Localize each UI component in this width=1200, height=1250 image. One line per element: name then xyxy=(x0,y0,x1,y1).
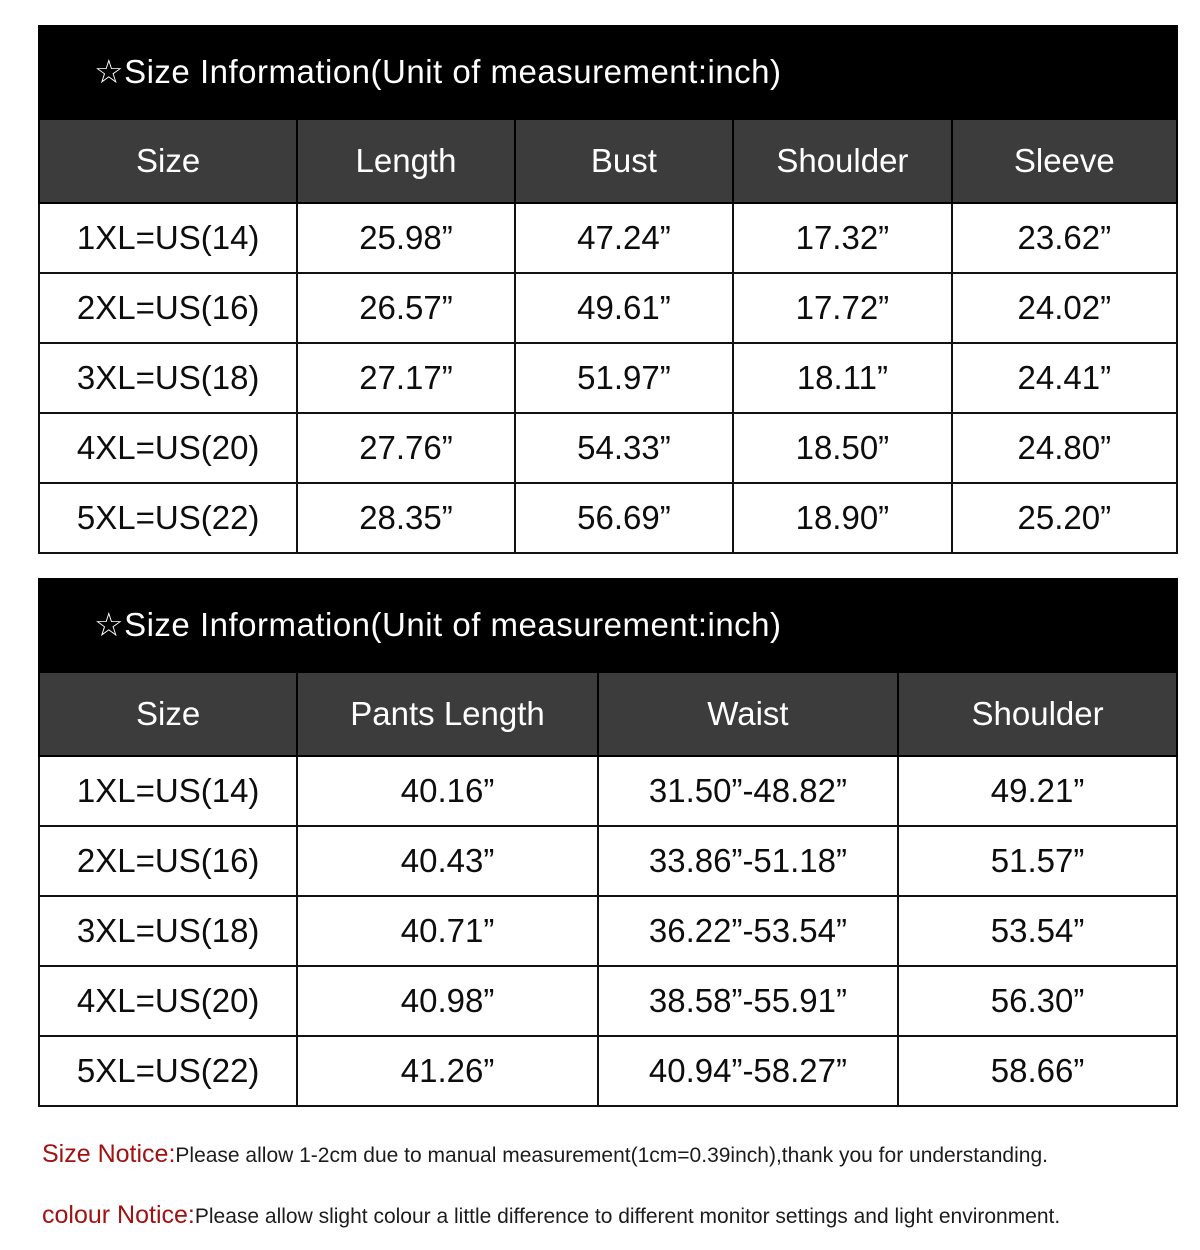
header-row xyxy=(39,672,1177,756)
table-cell: 40.71” xyxy=(297,896,597,966)
table-cell: 54.33” xyxy=(515,413,733,483)
table-cell: 51.97” xyxy=(515,343,733,413)
table-row xyxy=(39,343,1177,413)
table-cell: 49.21” xyxy=(898,756,1177,826)
table-cell: 56.69” xyxy=(515,483,733,553)
column-header: Length xyxy=(297,119,514,203)
size-table-top xyxy=(38,118,1178,554)
table-cell: 40.16” xyxy=(297,756,597,826)
table-cell: 27.76” xyxy=(297,413,514,483)
size-notice-label: Size Notice: xyxy=(42,1140,176,1168)
table-row xyxy=(39,483,1177,553)
column-header: Shoulder xyxy=(733,119,951,203)
table-cell: 31.50”-48.82” xyxy=(598,756,898,826)
table-cell: 58.66” xyxy=(898,1036,1177,1106)
colour-notice-label: colour Notice: xyxy=(42,1201,195,1229)
table-cell: 2XL=US(16) xyxy=(39,826,297,896)
table-cell: 36.22”-53.54” xyxy=(598,896,898,966)
table-row xyxy=(39,826,1177,896)
column-header: Bust xyxy=(515,119,733,203)
header-row xyxy=(39,119,1177,203)
table-cell: 5XL=US(22) xyxy=(39,1036,297,1106)
size-information-title-top xyxy=(38,25,1178,118)
size-table-block-bottom xyxy=(38,578,1178,1107)
table-cell: 5XL=US(22) xyxy=(39,483,297,553)
table-cell: 40.94”-58.27” xyxy=(598,1036,898,1106)
table-cell: 2XL=US(16) xyxy=(39,273,297,343)
column-header: Size xyxy=(39,119,297,203)
size-notice-line xyxy=(42,1137,1178,1175)
table-cell: 40.98” xyxy=(297,966,597,1036)
table-cell: 25.20” xyxy=(952,483,1177,553)
column-header: Sleeve xyxy=(952,119,1177,203)
table-cell: 41.26” xyxy=(297,1036,597,1106)
table-gap xyxy=(38,554,1178,578)
table-cell: 51.57” xyxy=(898,826,1177,896)
column-header: Waist xyxy=(598,672,898,756)
table-cell: 26.57” xyxy=(297,273,514,343)
table-row xyxy=(39,1036,1177,1106)
size-table-block-top xyxy=(38,25,1178,554)
table-row xyxy=(39,966,1177,1036)
table-cell: 3XL=US(18) xyxy=(39,343,297,413)
size-table-bottom xyxy=(38,671,1178,1107)
table-cell: 18.11” xyxy=(733,343,951,413)
table-cell: 47.24” xyxy=(515,203,733,273)
column-header: Pants Length xyxy=(297,672,597,756)
table-row xyxy=(39,896,1177,966)
table-cell: 18.90” xyxy=(733,483,951,553)
table-cell: 24.80” xyxy=(952,413,1177,483)
table-cell: 17.32” xyxy=(733,203,951,273)
table-cell: 25.98” xyxy=(297,203,514,273)
table-cell: 24.02” xyxy=(952,273,1177,343)
size-notice-text: Please allow 1-2cm due to manual measurement(1cm=0.39inch),thank you for understanding. xyxy=(175,1144,1048,1167)
table-cell: 1XL=US(14) xyxy=(39,756,297,826)
column-header: Shoulder xyxy=(898,672,1177,756)
colour-notice-line xyxy=(42,1198,1178,1236)
table-cell: 28.35” xyxy=(297,483,514,553)
table-cell: 17.72” xyxy=(733,273,951,343)
table-cell: 4XL=US(20) xyxy=(39,966,297,1036)
table-row xyxy=(39,273,1177,343)
table-cell: 53.54” xyxy=(898,896,1177,966)
table-cell: 40.43” xyxy=(297,826,597,896)
colour-notice-text: Please allow slight colour a little difference to different monitor settings and light environment. xyxy=(194,1205,1061,1228)
table-cell: 49.61” xyxy=(515,273,733,343)
table-cell: 18.50” xyxy=(733,413,951,483)
table-cell: 4XL=US(20) xyxy=(39,413,297,483)
size-information-title-text: ☆Size Information(Unit of measurement:inch) xyxy=(94,606,782,643)
table-cell: 38.58”-55.91” xyxy=(598,966,898,1036)
table-row xyxy=(39,756,1177,826)
table-row xyxy=(39,203,1177,273)
column-header: Size xyxy=(39,672,297,756)
table-cell: 24.41” xyxy=(952,343,1177,413)
notices-section xyxy=(38,1137,1178,1236)
table-cell: 56.30” xyxy=(898,966,1177,1036)
table-cell: 33.86”-51.18” xyxy=(598,826,898,896)
table-cell: 27.17” xyxy=(297,343,514,413)
table-cell: 1XL=US(14) xyxy=(39,203,297,273)
table-cell: 23.62” xyxy=(952,203,1177,273)
size-information-title-bottom xyxy=(38,578,1178,671)
table-cell: 3XL=US(18) xyxy=(39,896,297,966)
size-information-title-text: ☆Size Information(Unit of measurement:inch) xyxy=(94,53,782,90)
table-row xyxy=(39,413,1177,483)
